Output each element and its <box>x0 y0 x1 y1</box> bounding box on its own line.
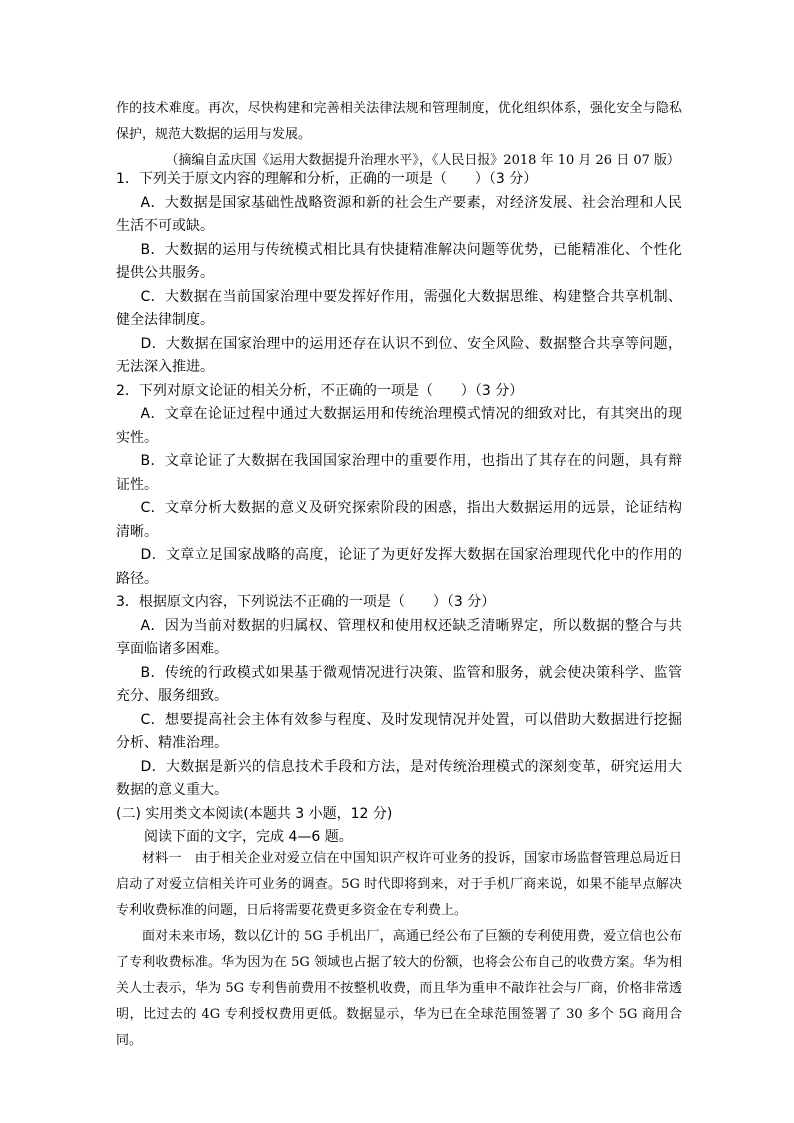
question-3-option-c: C．想要提高社会主体有效参与程度、及时发现情况并处置，可以借助大数据进行挖掘分析、精准治理。 <box>116 711 682 751</box>
questions-section <box>116 168 682 850</box>
question-1-option-b: B．大数据的运用与传统模式相比具有快捷精准解决问题等优势，已能精准化、个性化提供公共服务。 <box>116 241 682 281</box>
question-1-option-a: A．大数据是国家基础性战略资源和新的社会生产要素，对经济发展、社会治理和人民生活不可或缺。 <box>116 194 682 234</box>
question-2-stem: 2．下列对原文论证的相关分析，不正确的一项是（ ）（3 分） <box>116 382 524 399</box>
source-citation: （摘编自孟庆国《运用大数据提升治理水平》，《人民日报》2018 年 10 月 26 日 07 版） <box>165 153 680 168</box>
material-1-paragraph-1: 材料一 由于相关企业对爱立信在中国知识产权许可业务的投诉，国家市场监督管理总局近日启动了对爱立信相关许可业务的调查。5G 时代即将到来，对于手机厂商来说，如果不能早点解决专利收费标准的问题，日后将需要花费更多资金在专利费上。 <box>116 851 682 918</box>
intro-section <box>116 96 682 174</box>
question-3-stem: 3．根据原文内容，下列说法不正确的一项是（ ）（3 分） <box>116 594 496 610</box>
material-1-paragraph-2: 面对未来市场，数以亿计的 5G 手机出厂，高通已经公布了巨额的专利使用费，爱立信也公布了专利收费标准。华为因为在 5G 领域也占据了较大的份额，也将会公布自己的收费方案。华为相关人士表示，华为 5G 专利售前费用不按整机收费，而且华为重申不敲诈社会与厂商，价格非常透明，比过去的 4G 专利授权费用更低。数据显示，华为已在全球范围签署了 30 多个 5G 商用合同。 <box>116 929 682 1048</box>
question-1-stem: 1．下列关于原文内容的理解和分析，正确的一项是（ ）（3 分） <box>116 171 538 187</box>
question-3-option-a: A．因为当前对数据的归属权、管理权和使用权还缺乏清晰界定，所以数据的整合与共享面临诸多困难。 <box>116 617 682 657</box>
question-1-option-c: C．大数据在当前国家治理中要发挥好作用，需强化大数据思维、构建整合共享机制、健全法律制度。 <box>116 288 682 328</box>
question-2-option-a: A．文章在论证过程中通过大数据运用和传统治理模式情况的细致对比，有其突出的现实性。 <box>116 406 682 446</box>
intro-paragraph: 作的技术难度。再次，尽快构建和完善相关法律法规和管理制度，优化组织体系，强化安全与隐私保护，规范大数据的运用与发展。 <box>116 101 682 142</box>
question-3-option-d: D．大数据是新兴的信息技术手段和方法，是对传统治理模式的深刻变革，研究运用大数据的意义重大。 <box>116 758 682 798</box>
section-2-instruction: 阅读下面的文字，完成 4—6 题。 <box>144 829 353 845</box>
question-2-option-c: C．文章分析大数据的意义及研究探索阶段的困惑，指出大数据运用的远景，论证结构清晰。 <box>116 500 682 540</box>
question-2-option-b: B．文章论证了大数据在我国国家治理中的重要作用，也指出了其存在的问题，具有辩证性。 <box>116 453 682 493</box>
section-2-heading: (二) 实用类文本阅读(本题共 3 小题，12 分) <box>116 805 393 822</box>
question-1-option-d: D．大数据在国家治理中的运用还存在认识不到位、安全风险、数据整合共享等问题，无法深入推进。 <box>116 335 682 375</box>
question-3-option-b: B．传统的行政模式如果基于微观情况进行决策、监管和服务，就会使决策科学、监管充分、服务细致。 <box>116 664 682 704</box>
question-2-option-d: D．文章立足国家战略的高度，论证了为更好发挥大数据在国家治理现代化中的作用的路径。 <box>116 547 682 587</box>
material-one <box>116 846 682 1054</box>
